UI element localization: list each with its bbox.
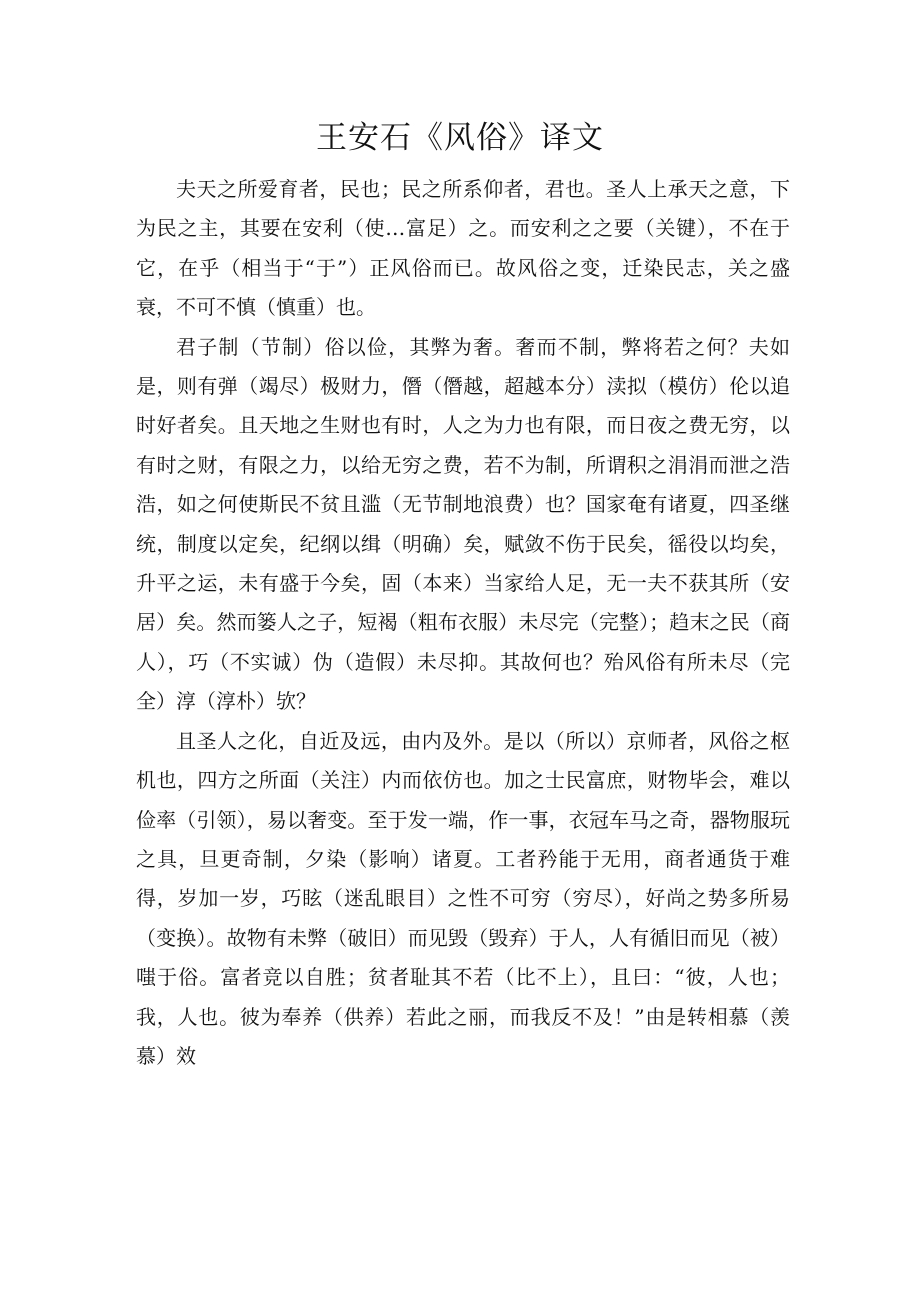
document-title: 王安石《风俗》译文 <box>316 120 604 156</box>
paragraph-3: 且圣人之化，自近及远，由内及外。是以（所以）京师者，风俗之枢机也，四方之所面（关注）内而依仿也。加之士民富庶，财物毕会，难以俭率（引领），易以奢变。至于发一端，作一事，衣冠车马之奇，器物服玩之具，旦更奇制，夕染（影响）诸夏。工者矜能于无用，商者通货于难得，岁加一岁，巧眩（迷乱眼目）之性不可穷（穷尽），好尚之势多所易（变换）。故物有未弊（破旧）而见毁（毁弃）于人，人有循旧而见（被）嗤于俗。富者竞以自胜；贫者耻其不若（比不上），且曰：“彼，人也；我，人也。彼为奉养（供养）若此之丽，而我反不及！”由是转相慕（羡慕）效 <box>136 728 790 1068</box>
document-body <box>136 170 790 1076</box>
paragraph-2: 君子制（节制）俗以俭，其弊为奢。奢而不制，弊将若之何？夫如是，则有弹（竭尽）极财力，僭（僭越，超越本分）渎拟（模仿）伦以追时好者矣。且天地之生财也有时，人之为力也有限，而日夜之费无穷，以有时之财，有限之力，以给无穷之费，若不为制，所谓积之涓涓而泄之浩浩，如之何使斯民不贫且滥（无节制地浪费）也？国家奄有诸夏，四圣继统，制度以定矣，纪纲以缉（明确）矣，赋敛不伤于民矣，徭役以均矣，升平之运，未有盛于今矣，固（本来）当家给人足，无一夫不获其所（安居）矣。然而篓人之子，短褐（粗布衣服）未尽完（完整）；趋末之民（商人），巧（不实诚）伪（造假）未尽抑。其故何也？殆风俗有所未尽（完全）淳（淳朴）欤？ <box>136 334 790 714</box>
paragraph-1: 夫天之所爱育者，民也；民之所系仰者，君也。圣人上承天之意，下为民之主，其要在安利（使…富足）之。而安利之之要（关键），不在于它，在乎（相当于“于”）正风俗而已。故风俗之变，迁染民志，关之盛衰，不可不慎（慎重）也。 <box>136 177 790 320</box>
